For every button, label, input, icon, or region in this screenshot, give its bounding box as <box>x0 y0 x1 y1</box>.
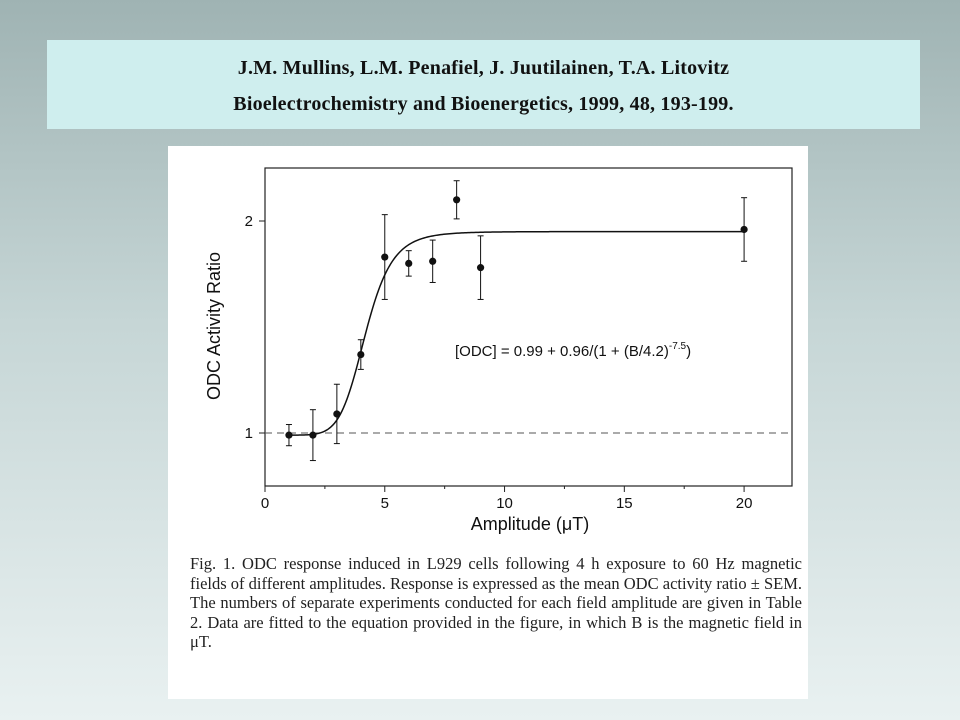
citation-journal: Bioelectrochemistry and Bioenergetics, 1999, 48, 193-199. <box>233 93 734 115</box>
x-tick-label: 15 <box>615 495 633 512</box>
data-point <box>285 425 292 446</box>
y-tick-label: 1 <box>244 425 253 442</box>
data-marker <box>429 258 436 265</box>
citation-banner <box>47 40 920 129</box>
data-marker <box>453 196 460 203</box>
data-marker <box>477 264 484 271</box>
data-point <box>309 410 316 461</box>
plot-frame <box>265 168 792 486</box>
data-point <box>477 236 484 300</box>
y-axis-label: ODC Activity Ratio <box>204 251 224 401</box>
data-marker <box>333 410 340 417</box>
fit-equation-close: ) <box>686 343 692 360</box>
data-marker <box>405 260 412 267</box>
figure-panel <box>168 146 808 699</box>
data-point <box>333 384 340 443</box>
fit-equation-main: [ODC] = 0.99 + 0.96/(1 + (B/4.2) <box>455 343 669 360</box>
data-point <box>453 181 460 219</box>
x-tick-label: 5 <box>380 495 389 512</box>
data-marker <box>740 226 747 233</box>
y-tick-label: 2 <box>244 213 253 230</box>
fit-equation-exponent: -7.5 <box>668 341 687 352</box>
x-tick-label: 0 <box>260 495 270 512</box>
x-tick-label: 20 <box>735 495 753 512</box>
data-marker <box>285 432 292 439</box>
x-tick-label: 10 <box>496 495 513 512</box>
odc-chart <box>168 146 808 551</box>
data-point <box>381 215 388 300</box>
fit-equation <box>455 341 691 360</box>
data-marker <box>309 432 316 439</box>
citation-authors: J.M. Mullins, L.M. Penafiel, J. Juutilainen, T.A. Litovitz <box>237 57 730 79</box>
figure-caption: Fig. 1. ODC response induced in L929 cells following 4 h exposure to 60 Hz magnetic fields of different amplitudes. Response is expressed as the mean ODC activity ratio ± SEM. The numbers of separate experiments conducted for each field amplitude are given in Table 2. Data are fitted to the equation provided in the figure, in which B is the magnetic field in μT. <box>190 554 802 651</box>
data-point <box>405 251 412 276</box>
data-marker <box>357 351 364 358</box>
data-marker <box>381 253 388 260</box>
data-point <box>429 240 436 282</box>
x-axis-label: Amplitude (μT) <box>470 514 590 534</box>
fit-curve <box>289 232 744 436</box>
data-point <box>740 198 747 262</box>
